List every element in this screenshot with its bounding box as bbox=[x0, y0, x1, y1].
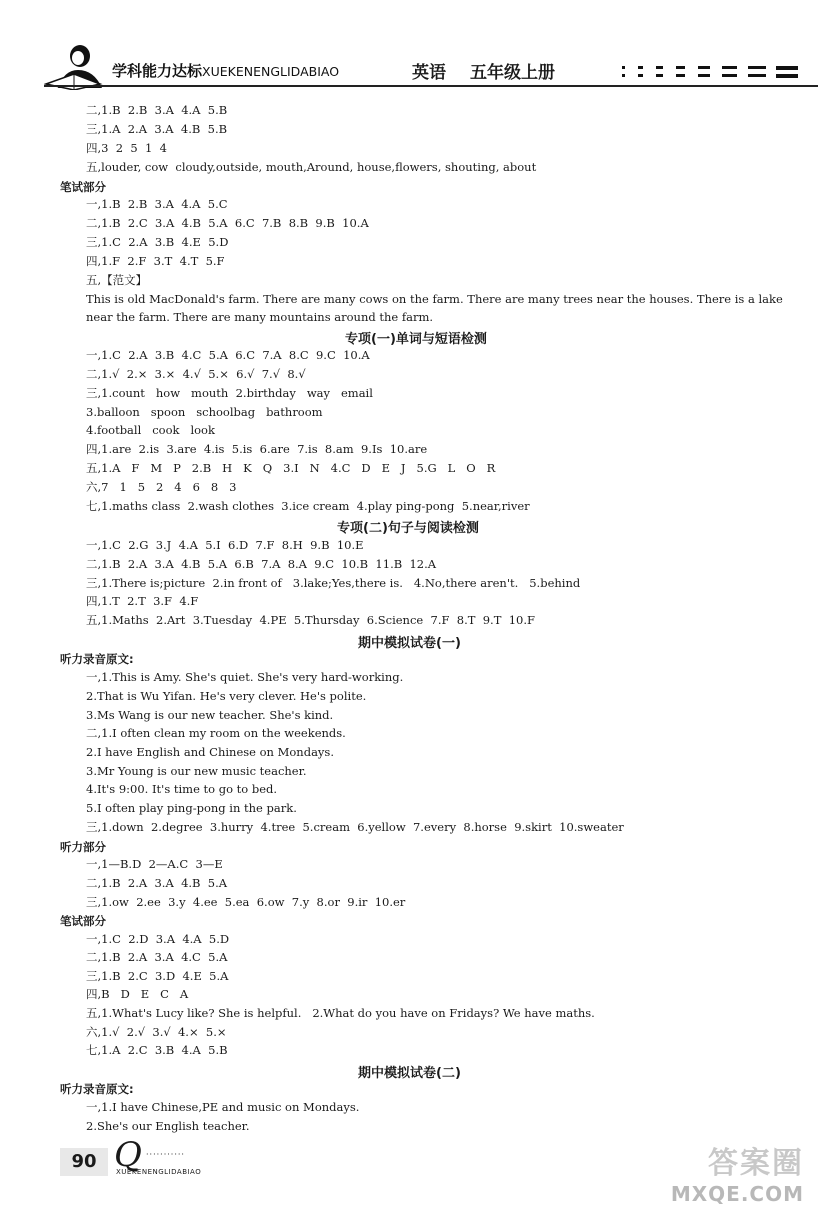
answer-line: 七,1.A 2.C 3.B 4.A 5.B bbox=[86, 1043, 228, 1057]
answer-line: 二,1.B 2.A 3.A 4.B 5.A 6.B 7.A 8.A 9.C 10.B 11.B 12.A bbox=[86, 557, 437, 571]
brand-latin: XUEKENENGLIDABIAO bbox=[202, 64, 340, 79]
section-title: 期中模拟试卷(二) bbox=[358, 1066, 461, 1081]
answer-line: 4.football cook look bbox=[86, 423, 215, 437]
header-dash-decoration bbox=[618, 64, 818, 80]
page-header bbox=[0, 0, 818, 100]
watermark-url: MXQE.COM bbox=[670, 1182, 804, 1206]
answer-line: 二,1.B 2.A 3.A 4.C 5.A bbox=[86, 950, 228, 964]
answer-line: 四,1.T 2.T 3.F 4.F bbox=[86, 594, 199, 608]
answer-line: 五,1.Maths 2.Art 3.Tuesday 4.PE 5.Thursday 6.Science 7.F 8.T 9.T 10.F bbox=[86, 613, 535, 627]
section-title: 专项(一)单词与短语检测 bbox=[345, 332, 487, 347]
answer-line: 七,1.maths class 2.wash clothes 3.ice cream 4.play ping-pong 5.near,river bbox=[86, 499, 530, 513]
answer-line: 四,1.are 2.is 3.are 4.is 5.is 6.are 7.is 8.am 9.Is 10.are bbox=[86, 442, 428, 456]
transcript-line: 2.That is Wu Yifan. He's very clever. He's polite. bbox=[86, 689, 367, 703]
answer-line: 3.balloon spoon schoolbag bathroom bbox=[86, 405, 323, 419]
answer-line: 六,7 1 5 2 4 6 8 3 bbox=[86, 480, 237, 494]
brand-title bbox=[112, 60, 339, 81]
answer-line: 五,1.A F M P 2.B H K Q 3.I N 4.C D E J 5.G L O R bbox=[86, 461, 496, 475]
section-label-transcript: 听力录音原文: bbox=[60, 1082, 134, 1096]
section-label-written: 笔试部分 bbox=[60, 180, 106, 194]
transcript-line: 2.She's our English teacher. bbox=[86, 1119, 250, 1133]
model-essay: This is old MacDonald's farm. There are many cows on the farm. There are many trees near the houses. There is a lake near the farm. There are many mountains around the farm. bbox=[86, 292, 783, 324]
section-title: 专项(二)句子与阅读检测 bbox=[337, 521, 479, 536]
answer-line: 三,1.ow 2.ee 3.y 4.ee 5.ea 6.ow 7.y 8.or 9.ir 10.er bbox=[86, 895, 406, 909]
answer-line: 六,1.√ 2.√ 3.√ 4.× 5.× bbox=[86, 1025, 227, 1039]
answer-line: 三,1.C 2.A 3.B 4.E 5.D bbox=[86, 235, 229, 249]
grade-label: 五年级上册 bbox=[470, 63, 555, 83]
transcript-line: 4.It's 9:00. It's time to go to bed. bbox=[86, 782, 278, 796]
student-reading-icon bbox=[44, 44, 106, 90]
transcript-line: 三,1.down 2.degree 3.hurry 4.tree 5.cream 6.yellow 7.every 8.horse 9.skirt 10.sweater bbox=[86, 820, 624, 834]
brand-cn: 学科能力达标 bbox=[112, 62, 203, 80]
answer-line: 一,1.C 2.D 3.A 4.A 5.D bbox=[86, 932, 230, 946]
section-label-written: 笔试部分 bbox=[60, 914, 106, 928]
section-title: 期中模拟试卷(一) bbox=[358, 636, 461, 651]
transcript-line: 2.I have English and Chinese on Mondays. bbox=[86, 745, 334, 759]
answer-line: 五,【范文】 bbox=[86, 273, 148, 287]
transcript-line: 3.Ms Wang is our new teacher. She's kind. bbox=[86, 708, 334, 722]
answer-line: 一,1.C 2.A 3.B 4.C 5.A 6.C 7.A 8.C 9.C 10.A bbox=[86, 348, 370, 362]
footer-q-logo: Q bbox=[114, 1135, 142, 1175]
page-number: 90 bbox=[60, 1148, 108, 1176]
answer-line: 三,1.A 2.A 3.A 4.B 5.B bbox=[86, 122, 228, 136]
transcript-line: 5.I often play ping-pong in the park. bbox=[86, 801, 297, 815]
header-rule bbox=[44, 85, 818, 87]
transcript-line: 二,1.I often clean my room on the weekends. bbox=[86, 726, 346, 740]
answer-line: 二,1.B 2.B 3.A 4.A 5.B bbox=[86, 103, 228, 117]
answer-line: 二,1.B 2.C 3.A 4.B 5.A 6.C 7.B 8.B 9.B 10.A bbox=[86, 216, 369, 230]
answer-line: 四,1.F 2.F 3.T 4.T 5.F bbox=[86, 254, 225, 268]
footer-brand: XUEKENENGLIDABIAO bbox=[116, 1168, 202, 1176]
answer-line: 五,1.What's Lucy like? She is helpful. 2.What do you have on Fridays? We have maths. bbox=[86, 1006, 595, 1020]
answer-line: 三,1.count how mouth 2.birthday way email bbox=[86, 386, 373, 400]
transcript-line: 一,1.I have Chinese,PE and music on Mondays. bbox=[86, 1100, 360, 1114]
answer-line: 一,1—B.D 2—A.C 3—E bbox=[86, 857, 223, 871]
answer-line: 二,1.√ 2.× 3.× 4.√ 5.× 6.√ 7.√ 8.√ bbox=[86, 367, 306, 381]
answer-line: 三,1.There is;picture 2.in front of 3.lake;Yes,there is. 4.No,there aren't. 5.behind bbox=[86, 576, 581, 590]
answer-line: 三,1.B 2.C 3.D 4.E 5.A bbox=[86, 969, 229, 983]
answer-line: 一,1.C 2.G 3.J 4.A 5.I 6.D 7.F 8.H 9.B 10.E bbox=[86, 538, 364, 552]
transcript-line: 一,1.This is Amy. She's quiet. She's very hard-working. bbox=[86, 670, 404, 684]
footer-dots: ··········· bbox=[146, 1150, 185, 1159]
answer-line: 二,1.B 2.A 3.A 4.B 5.A bbox=[86, 876, 228, 890]
transcript-line: 3.Mr Young is our new music teacher. bbox=[86, 764, 307, 778]
subject-label: 英语 bbox=[412, 63, 446, 83]
answer-line: 四,B D E C A bbox=[86, 987, 189, 1001]
watermark bbox=[671, 1138, 804, 1206]
section-label-transcript: 听力录音原文: bbox=[60, 652, 134, 666]
watermark-cn: 答案圈 bbox=[708, 1146, 804, 1181]
section-label-listening: 听力部分 bbox=[60, 840, 106, 854]
answer-line: 四,3 2 5 1 4 bbox=[86, 141, 167, 155]
answer-line: 一,1.B 2.B 3.A 4.A 5.C bbox=[86, 197, 228, 211]
answer-line: 五,louder, cow cloudy,outside, mouth,Around, house,flowers, shouting, about bbox=[86, 160, 537, 174]
